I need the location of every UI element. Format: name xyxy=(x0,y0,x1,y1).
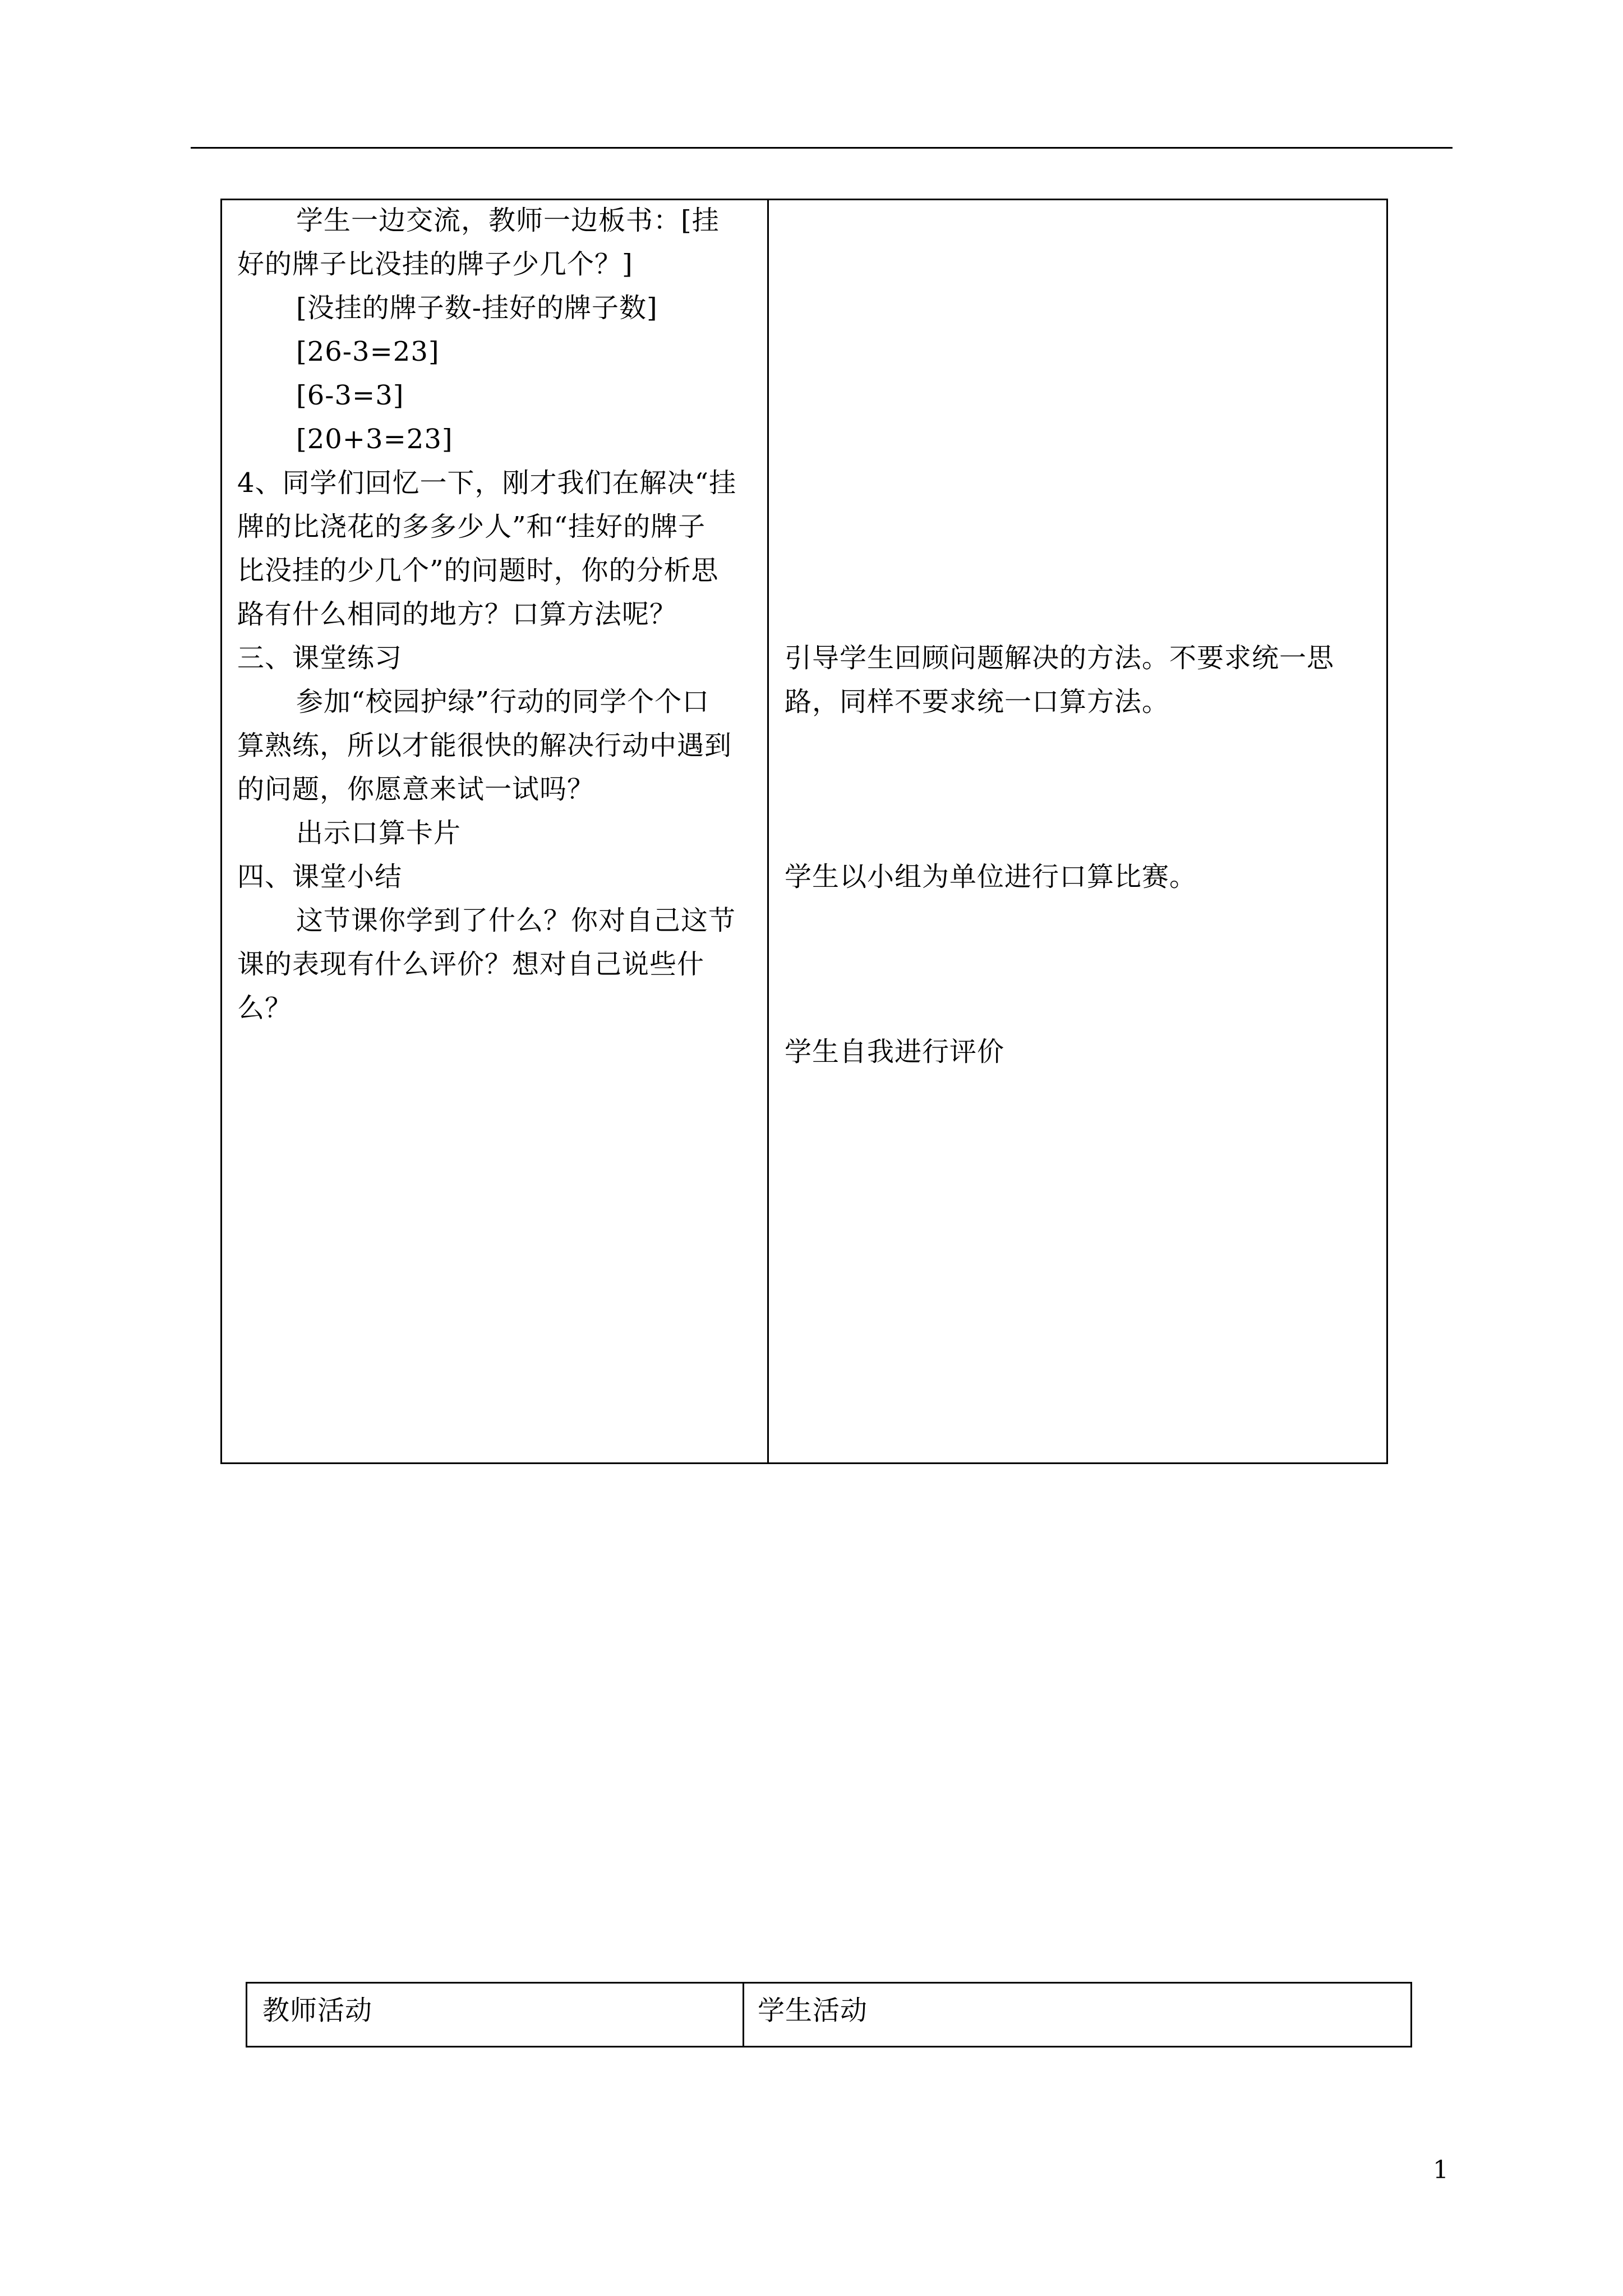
column-divider xyxy=(767,200,769,1462)
teacher-text-line: [6-3=3] xyxy=(296,380,404,411)
teacher-text-line: 牌的比浇花的多多少人”和“挂好的牌子 xyxy=(237,511,706,542)
teacher-text-line: 出示口算卡片 xyxy=(296,817,462,849)
student-text-line: 学生自我进行评价 xyxy=(785,1036,1005,1068)
teacher-text-line: 比没挂的少几个”的问题时，你的分析思 xyxy=(237,555,719,586)
teacher-text-line: [20+3=23] xyxy=(296,424,453,455)
teacher-activity-header: 教师活动 xyxy=(262,1995,373,2026)
student-text-line: 路，同样不要求统一口算方法。 xyxy=(785,686,1170,717)
teacher-text-line: 参加“校园护绿”行动的同学个个口 xyxy=(296,686,710,717)
student-text-line: 引导学生回顾问题解决的方法。不要求统一思 xyxy=(785,642,1335,674)
section-heading: 三、课堂练习 xyxy=(237,642,403,674)
teacher-text-line: [没挂的牌子数-挂好的牌子数] xyxy=(296,292,658,324)
student-text-line: 学生以小组为单位进行口算比赛。 xyxy=(785,861,1197,892)
teacher-text-line: 学生一边交流，教师一边板书：[挂 xyxy=(296,205,720,236)
activity-header-table xyxy=(246,1982,1412,2047)
teacher-text-line: 课的表现有什么评价？想对自己说些什 xyxy=(237,949,705,980)
column-divider xyxy=(743,1984,744,2046)
student-activity-header: 学生活动 xyxy=(758,1995,868,2026)
teacher-text-line: 路有什么相同的地方？口算方法呢？ xyxy=(237,599,677,630)
teacher-text-line: 4、同学们回忆一下，刚才我们在解决“挂 xyxy=(237,467,737,499)
teacher-text-line: [26-3=23] xyxy=(296,336,440,367)
teacher-text-line: 的问题，你愿意来试一试吗？ xyxy=(237,774,595,805)
page-number: 1 xyxy=(1433,2156,1449,2184)
section-heading: 四、课堂小结 xyxy=(237,861,403,892)
header-rule xyxy=(191,147,1453,149)
lesson-table xyxy=(220,199,1388,1464)
teacher-text-line: 这节课你学到了什么？你对自己这节 xyxy=(296,905,736,936)
teacher-text-line: 算熟练，所以才能很快的解决行动中遇到 xyxy=(237,730,732,761)
teacher-text-line: 好的牌子比没挂的牌子少几个？] xyxy=(237,249,633,280)
teacher-text-line: 么？ xyxy=(237,992,293,1024)
